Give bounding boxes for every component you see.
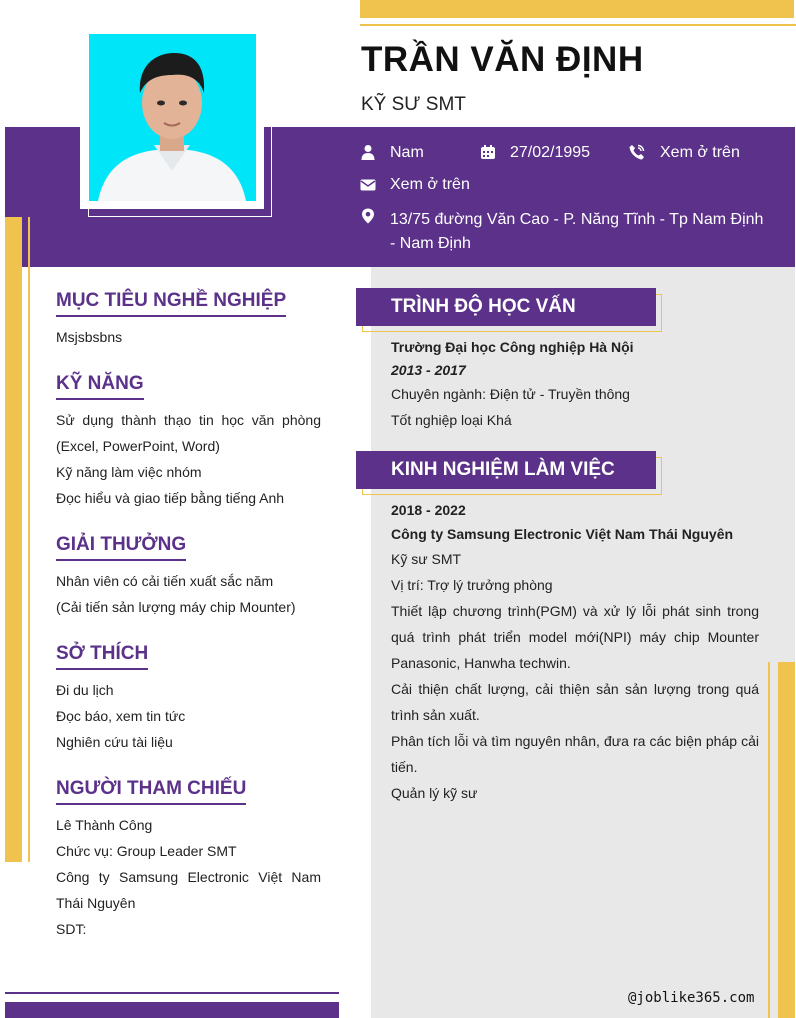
skills-section: [56, 407, 321, 511]
list-item: (Cải tiến sản lượng máy chip Mounter): [56, 599, 296, 615]
location-pin-icon: [360, 208, 376, 224]
education-grade: Tốt nghiệp loại Khá: [391, 412, 512, 428]
education-major: Chuyên ngành: Điện tử - Truyền thông: [391, 386, 630, 402]
user-icon: [360, 144, 376, 160]
list-item: Đọc hiểu và giao tiếp bằng tiếng Anh: [56, 490, 285, 506]
top-accent-line: [360, 24, 796, 26]
list-item: Sử dụng thành thạo tin học văn phòng (Excel, PowerPoint, Word): [56, 412, 321, 454]
hobbies-section: [56, 677, 321, 755]
skills-heading: KỸ NĂNG: [56, 373, 144, 400]
top-accent-bar: [360, 0, 794, 18]
education-period: 2013 - 2017: [391, 362, 466, 378]
watermark: @joblike365.com: [628, 990, 755, 1006]
list-item: Cải thiện chất lượng, cải thiện sản sản lượng trong quá trình sản xuất.: [391, 681, 759, 723]
objective-section: [56, 324, 321, 350]
calendar-icon: [480, 144, 496, 160]
list-item: Đi du lịch: [56, 682, 114, 698]
hobbies-heading: SỞ THÍCH: [56, 643, 148, 670]
right-accent-bar: [778, 662, 795, 1018]
list-item: Thiết lập chương trình(PGM) và xử lý lỗi phát sinh trong quá trình phát triển model mới(NPI) máy chip Mounter Panasonic, Hanwha techwin.: [391, 603, 759, 671]
awards-section: [56, 568, 321, 620]
list-item: Vị trí: Trợ lý trưởng phòng: [391, 577, 553, 593]
experience-section: [391, 498, 759, 806]
list-item: Đọc báo, xem tin tức: [56, 708, 186, 724]
objective-text: Msjsbsbns: [56, 329, 123, 345]
address-value: 13/75 đường Văn Cao - P. Năng Tĩnh - Tp Nam Định - Nam Định: [390, 211, 764, 252]
list-item: Công ty Samsung Electronic Việt Nam Thái Nguyên: [56, 869, 321, 911]
job-title: KỸ SƯ SMT: [361, 94, 466, 115]
list-item: SDT:: [56, 921, 87, 937]
experience-period: 2018 - 2022: [391, 502, 466, 518]
school-name: Trường Đại học Công nghiệp Hà Nội: [391, 339, 634, 355]
phone-value: Xem ở trên: [660, 144, 740, 161]
candidate-name: TRẦN VĂN ĐỊNH: [361, 40, 644, 79]
list-item: Kỹ năng làm việc nhóm: [56, 464, 202, 480]
list-item: Nhân viên có cải tiến xuất sắc năm: [56, 573, 274, 589]
education-section: [391, 335, 759, 433]
bottom-accent-line: [5, 992, 339, 994]
right-accent-line: [768, 662, 770, 1018]
objective-heading: MỤC TIÊU NGHỀ NGHIỆP: [56, 290, 286, 317]
gender-value: Nam: [390, 144, 424, 161]
list-item: Lê Thành Công: [56, 817, 153, 833]
list-item: Nghiên cứu tài liệu: [56, 734, 173, 750]
reference-heading: NGƯỜI THAM CHIẾU: [56, 778, 246, 805]
phone-icon: [629, 144, 645, 160]
experience-company: Công ty Samsung Electronic Việt Nam Thái Nguyên: [391, 526, 734, 542]
dob-value: 27/02/1995: [510, 144, 591, 161]
list-item: Phân tích lỗi và tìm nguyên nhân, đưa ra các biện pháp cải tiến.: [391, 733, 759, 775]
awards-heading: GIẢI THƯỞNG: [56, 534, 186, 561]
list-item: Quản lý kỹ sư: [391, 785, 478, 801]
left-accent-bar: [5, 217, 22, 862]
list-item: Chức vụ: Group Leader SMT: [56, 843, 237, 859]
reference-section: [56, 812, 321, 942]
left-accent-line: [28, 217, 30, 862]
bottom-accent-bar: [5, 1002, 339, 1018]
envelope-icon: [360, 177, 376, 193]
experience-heading: KINH NGHIỆM LÀM VIỆC: [391, 459, 615, 480]
list-item: Kỹ sư SMT: [391, 551, 462, 567]
education-heading: TRÌNH ĐỘ HỌC VẤN: [391, 296, 576, 317]
email-value: Xem ở trên: [390, 176, 470, 193]
photo-outline: [88, 33, 272, 217]
